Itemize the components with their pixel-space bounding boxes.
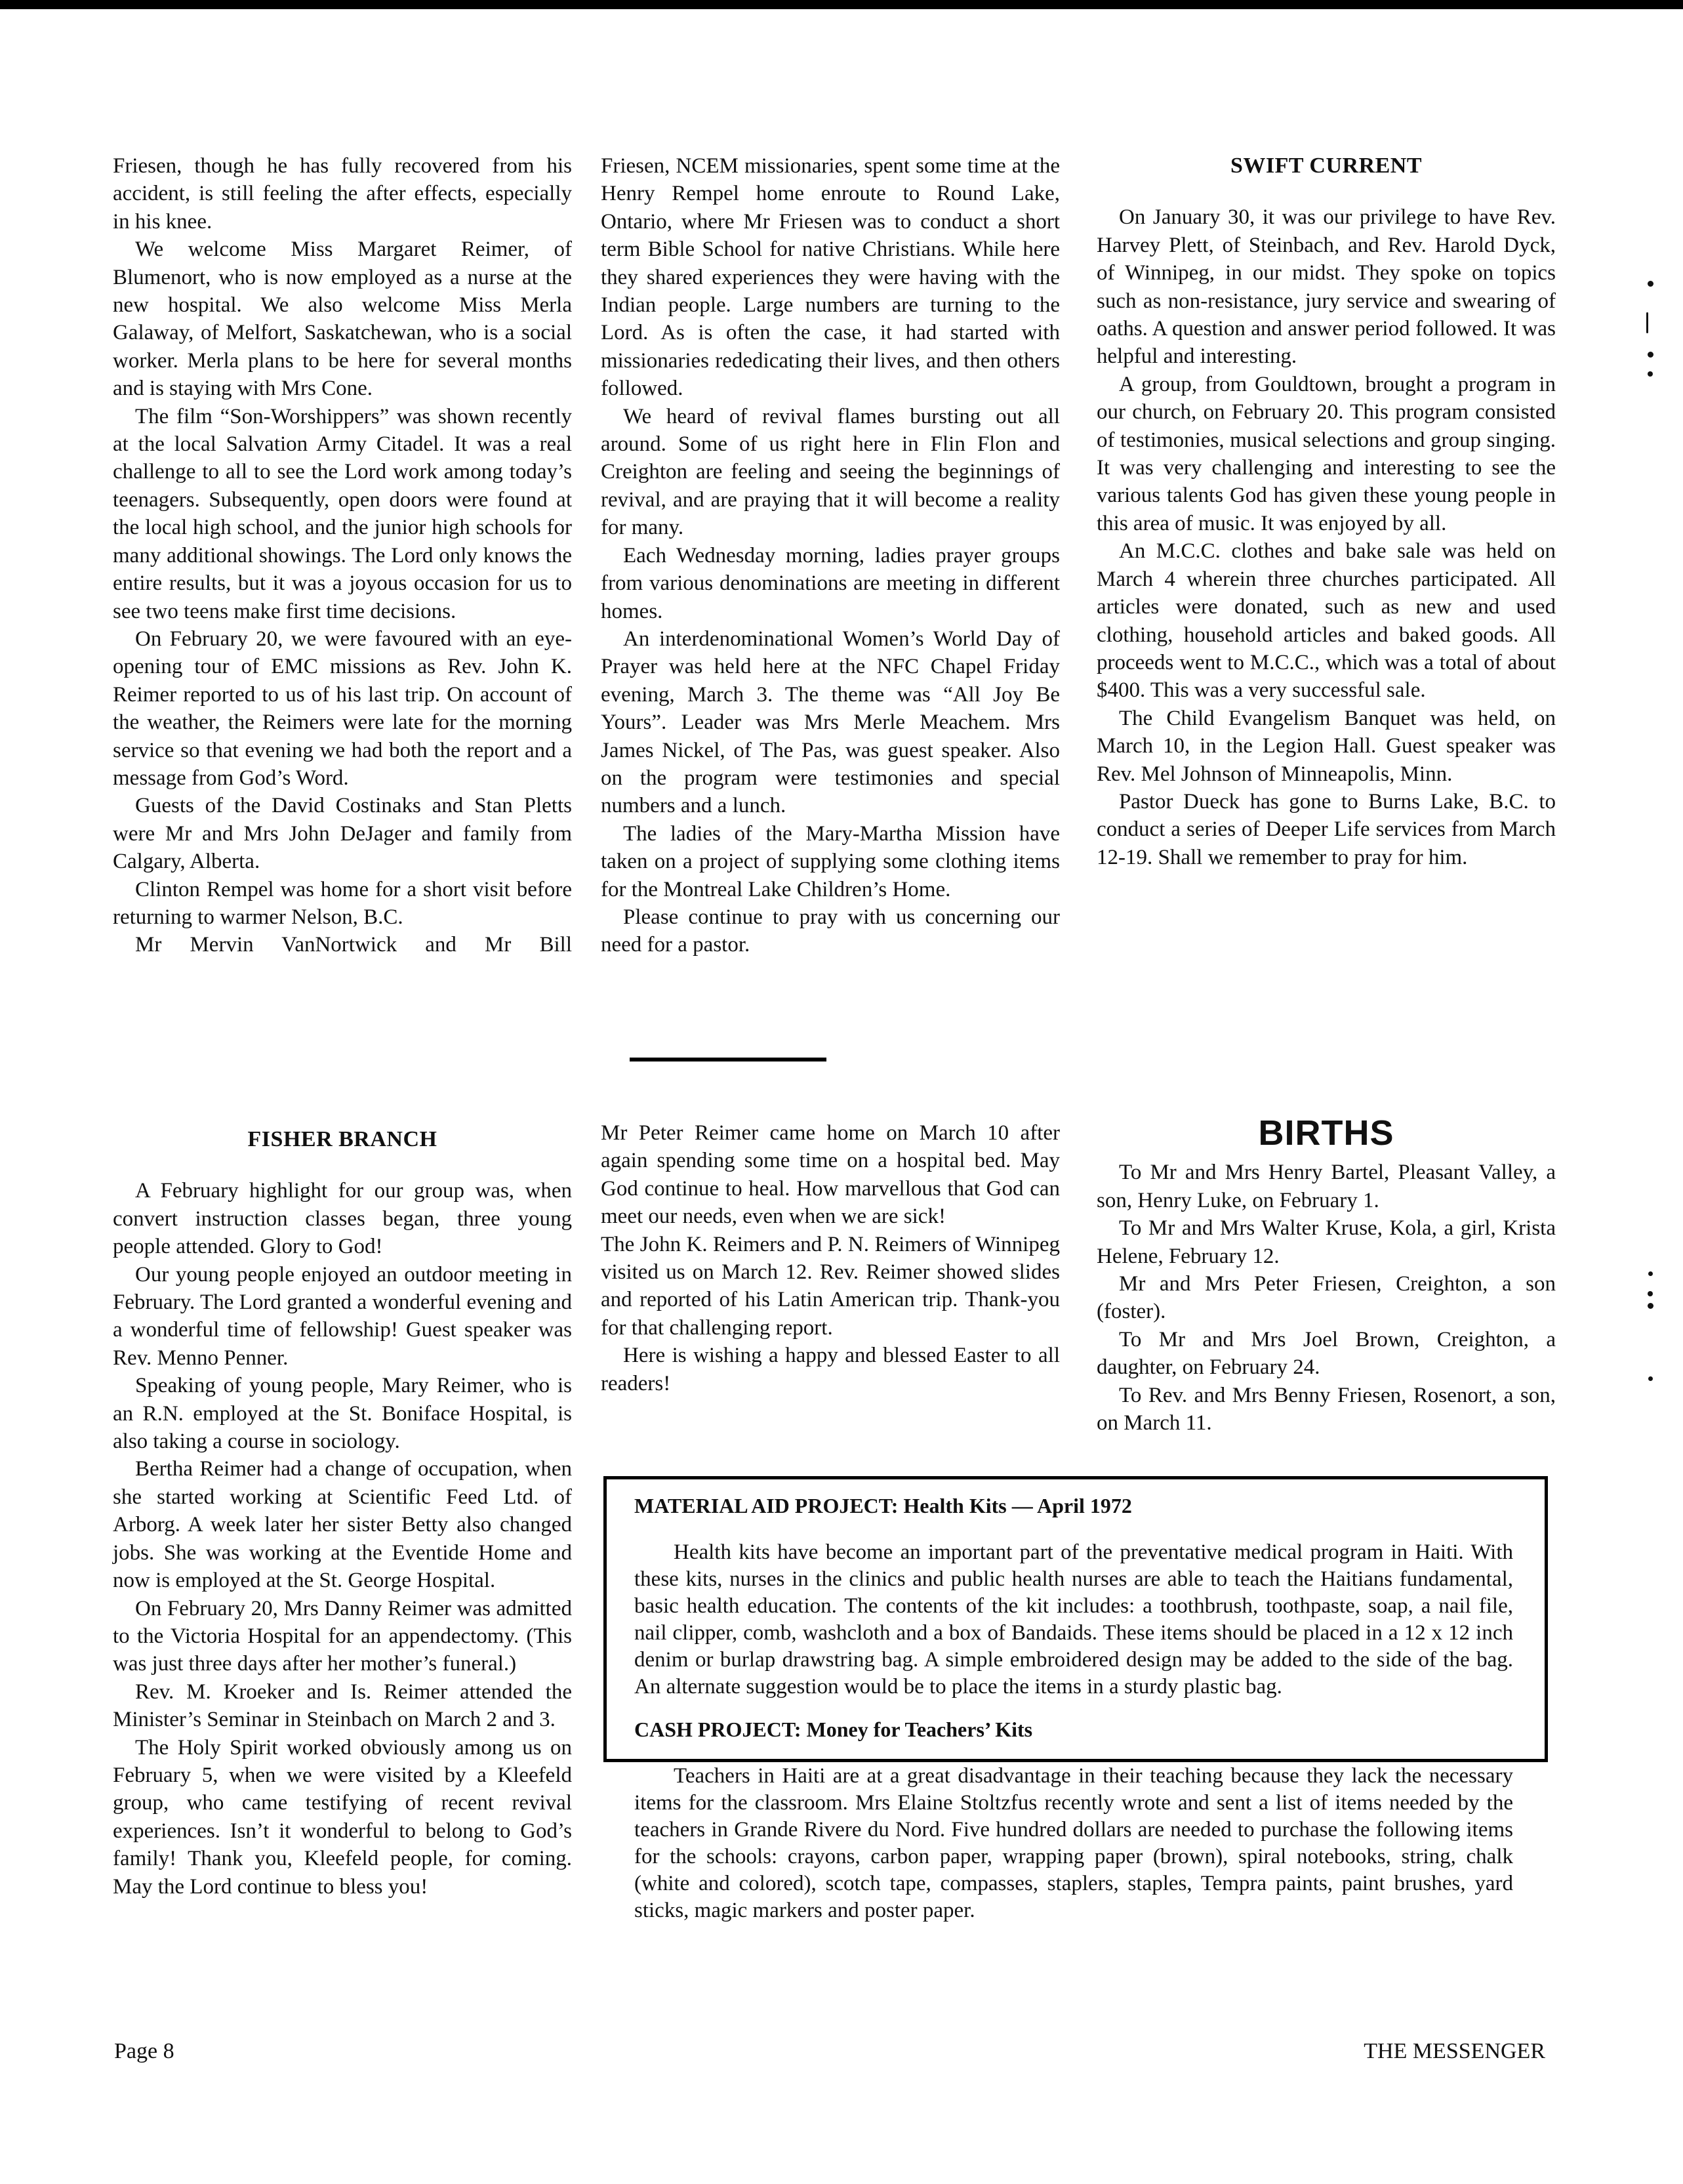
- column-3-top: [1097, 152, 1556, 871]
- scan-speck: [1648, 1376, 1653, 1381]
- birth-announcement: Mr and Mrs Peter Friesen, Creighton, a son (foster).: [1097, 1272, 1556, 1324]
- material-aid-heading: MATERIAL AID PROJECT: Health Kits — April 1972: [634, 1494, 1132, 1517]
- paragraph: An interdenominational Women’s World Day of Prayer was held here at the NFC Chapel Friday evening, March 3. The theme was “All Joy Be Yours”. Leader was Mrs Merle Meachem. Mrs James Nickel, of The Pas, was guest speaker. Also on the program were testimonies and special numbers and a lunch.: [601, 627, 1060, 818]
- scan-speck: [1648, 352, 1653, 358]
- paragraph: On January 30, it was our privilege to have Rev. Harvey Plett, of Steinbach, and Rev. Harold Dyck, of Winnipeg, in our midst. They spoke on topics such as non-resistance, jury service and swearing of oaths. A question and answer period followed. It was helpful and interesting.: [1097, 205, 1556, 369]
- paragraph: Friesen, NCEM missionaries, spent some time at the Henry Rempel home enroute to Round Lake, Ontario, where Mr Friesen was to conduct a short term Bible School for native Christians. While here they shared experiences they were having with the Indian people. Large numbers are turning to the Lord. As is often the case, it had started with missionaries rededicating their lives, and then others followed.: [601, 154, 1060, 401]
- section-divider: [630, 1058, 826, 1061]
- paragraph: The Child Evangelism Banquet was held, on March 10, in the Legion Hall. Guest speaker was Rev. Mel Johnson of Minneapolis, Minn.: [1097, 706, 1556, 786]
- scan-speck: [1648, 1303, 1653, 1309]
- paragraph: Mr Peter Reimer came home on March 10 after again spending some time on a hospital bed. May God continue to heal. How marvellous that God can meet our needs, even when we are sick!: [601, 1121, 1060, 1229]
- paragraph: A group, from Gouldtown, brought a program in our church, on February 20. This program consisted of testimonies, musical selections and group singing. It was very challenging and interesting to see the various talents God has given these young people in this area of music. It was enjoyed by all.: [1097, 372, 1556, 535]
- page-number: Page 8: [114, 2039, 174, 2063]
- paragraph: Friesen, though he has fully recovered from his accident, is still feeling the after effects, especially in his knee.: [113, 154, 572, 234]
- paragraph: The Holy Spirit worked obviously among us on February 5, when we were visited by a Kleefeld group, who came testifying of recent revival experiences. Isn’t it wonderful to belong to God’s family! Thank you, Kleefeld people, for coming. May the Lord continue to bless you!: [113, 1735, 572, 1899]
- paragraph: An M.C.C. clothes and bake sale was held on March 4 wherein three churches participated. All articles were donated, such as new and used clothing, household articles and baked goods. All proceeds went to M.C.C., which was a total of about $400. This was a very successful sale.: [1097, 539, 1556, 703]
- paragraph: Clinton Rempel was home for a short visit before returning to warmer Nelson, B.C.: [113, 877, 572, 929]
- publication-name: THE MESSENGER: [1364, 2039, 1545, 2063]
- material-aid-box: [603, 1476, 1548, 1922]
- top-border: [0, 0, 1683, 9]
- column-1-bottom: [113, 1126, 572, 1901]
- scan-speck: [1648, 281, 1653, 287]
- paragraph: Bertha Reimer had a change of occupation, when she started working at Scientific Feed Ltd. of Arborg. A week later her sister Betty also changed jobs. She was working at the Eventide Home and now is employed at the St. George Hospital.: [113, 1457, 572, 1593]
- paragraph: On February 20, Mrs Danny Reimer was admitted to the Victoria Hospital for an appendectomy. (This was just three days after her mother’s funeral.): [113, 1596, 572, 1676]
- scan-speck: [1648, 371, 1653, 377]
- scan-speck: [1646, 312, 1648, 333]
- paragraph: On February 20, we were favoured with an eye-opening tour of EMC missions as Rev. John K. Reimer reported to us of his last trip. On account of the weather, the Reimers were late for the morning service so that evening we had both the report and a message from God’s Word.: [113, 627, 572, 790]
- paragraph: The ladies of the Mary-Martha Mission have taken on a project of supplying some clothing items for the Montreal Lake Children’s Home.: [601, 821, 1060, 901]
- births-section: [1097, 1113, 1556, 1437]
- paragraph: We welcome Miss Margaret Reimer, of Blumenort, who is now employed as a nurse at the new hospital. We also welcome Miss Merla Galaway, of Melfort, Saskatchewan, who is a social worker. Merla plans to be here for several months and is staying with Mrs Cone.: [113, 237, 572, 401]
- section-heading-births: BIRTHS: [1258, 1113, 1394, 1153]
- paragraph: We heard of revival flames bursting out all around. Some of us right here in Flin Flon and Creighton are feeling and seeing the beginnings of revival, and are praying that it will become a reality for many.: [601, 404, 1060, 540]
- column-2-bottom: [601, 1119, 1060, 1397]
- birth-announcement: To Rev. and Mrs Benny Friesen, Rosenort, a son, on March 11.: [1097, 1383, 1556, 1435]
- paragraph: Pastor Dueck has gone to Burns Lake, B.C. to conduct a series of Deeper Life services from March 12-19. Shall we remember to pray for him.: [1097, 789, 1556, 869]
- paragraph: Here is wishing a happy and blessed Easter to all readers!: [601, 1344, 1060, 1395]
- birth-announcement: To Mr and Mrs Henry Bartel, Pleasant Valley, a son, Henry Luke, on February 1.: [1097, 1161, 1556, 1212]
- paragraph: Our young people enjoyed an outdoor meeting in February. The Lord granted a wonderful evening and a wonderful time of fellowship! Guest speaker was Rev. Menno Penner.: [113, 1262, 572, 1370]
- birth-announcement: To Mr and Mrs Joel Brown, Creighton, a daughter, on February 24.: [1097, 1327, 1556, 1380]
- section-heading-swift-current: SWIFT CURRENT: [1230, 154, 1423, 178]
- paragraph: Please continue to pray with us concerning our need for a pastor.: [601, 905, 1060, 957]
- paragraph: Speaking of young people, Mary Reimer, who is an R.N. employed at the St. Boniface Hospital, is also taking a course in sociology.: [113, 1374, 572, 1454]
- material-aid-text: Health kits have become an important part of the preventative medical program in Haiti. With these kits, nurses in the clinics and public health nurses are able to teach the Haitians fundamental, basic health education. The contents of the kit includes: a toothbrush, toothpaste, soap, a nail file, nail clipper, comb, washcloth and a box of Bandaids. These items should be placed in a 12 x 12 inch denim or burlap drawstring bag. A simple embroidered design may be added to the side of the bag. An alternate suggestion would be to place the items in a sturdy plastic bag.: [634, 1540, 1513, 1699]
- scan-speck: [1648, 1291, 1653, 1296]
- cash-project-text: Teachers in Haiti are at a great disadvantage in their teaching because they lack the necessary items for the classroom. Mrs Elaine Stoltzfus recently wrote and sent a list of items needed by the teachers in Grande Rivere du Nord. Five hundred dollars are needed to purchase the following items for the schools: crayons, carbon paper, wrapping paper (brown), spiral notebooks, string, chalk (white and colored), scotch tape, compasses, staplers, staples, Tempra paints, paint brushes, yard sticks, magic markers and poster paper.: [634, 1764, 1513, 1922]
- column-1-top: [113, 152, 572, 959]
- paragraph: Rev. M. Kroeker and Is. Reimer attended the Minister’s Seminar in Steinbach on March 2 and 3.: [113, 1679, 572, 1732]
- cash-project-heading: CASH PROJECT: Money for Teachers’ Kits: [634, 1718, 1033, 1741]
- paragraph: The John K. Reimers and P. N. Reimers of Winnipeg visited us on March 12. Rev. Reimer showed slides and reported of his Latin American trip. Thank-you for that challenging report.: [601, 1232, 1060, 1340]
- column-2-top: [601, 152, 1060, 959]
- scan-speck: [1648, 1271, 1653, 1276]
- paragraph: The film “Son-Worshippers” was shown recently at the local Salvation Army Citadel. It was a real challenge to all to see the Lord work among today’s teenagers. Subsequently, open doors were found at the local high school, and the junior high schools for many additional showings. The Lord only knows the entire results, but it was a joyous occasion for us to see two teens make first time decisions.: [113, 404, 572, 623]
- paragraph: Guests of the David Costinaks and Stan Pletts were Mr and Mrs John DeJager and family from Calgary, Alberta.: [113, 794, 572, 874]
- paragraph: A February highlight for our group was, when convert instruction classes began, three young people attended. Glory to God!: [113, 1179, 572, 1259]
- paragraph: Mr Mervin VanNortwick and Mr Bill: [135, 933, 572, 957]
- paragraph: Each Wednesday morning, ladies prayer groups from various denominations are meeting in different homes.: [601, 543, 1060, 623]
- birth-announcement: To Mr and Mrs Walter Kruse, Kola, a girl, Krista Helene, February 12.: [1097, 1216, 1556, 1268]
- section-heading-fisher-branch: FISHER BRANCH: [247, 1127, 437, 1151]
